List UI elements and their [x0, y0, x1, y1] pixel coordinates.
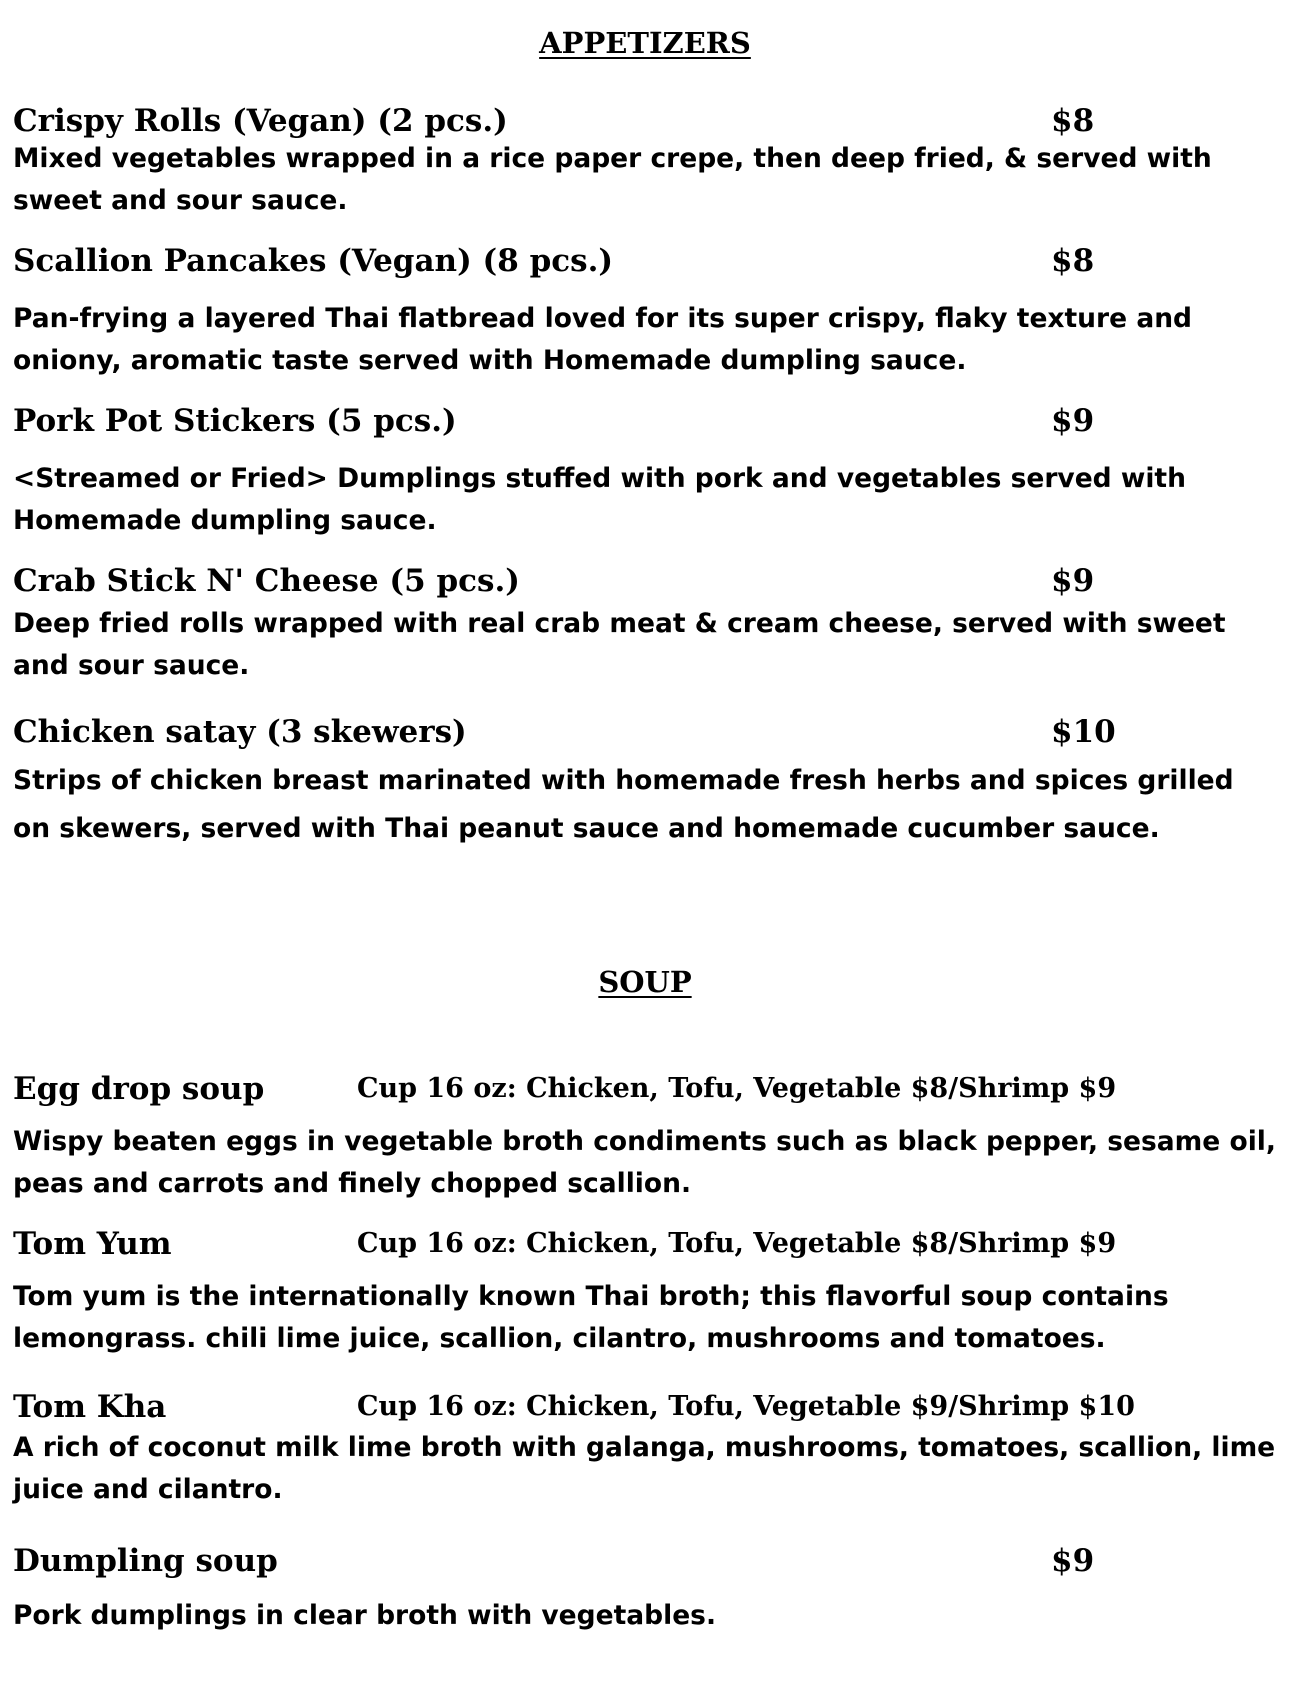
item-price: $10: [1051, 714, 1116, 750]
item-name: Dumpling soup: [13, 1543, 278, 1579]
item-name: Pork Pot Stickers (5 pcs.): [13, 403, 457, 439]
item-detail: Cup 16 oz: Chicken, Tofu, Vegetable $8/Shrimp $9: [357, 1228, 1117, 1259]
item-detail: Cup 16 oz: Chicken, Tofu, Vegetable $8/Shrimp $9: [357, 1073, 1117, 1104]
item-price: $9: [1051, 1543, 1095, 1579]
item-name: Scallion Pancakes (Vegan) (8 pcs.): [13, 243, 614, 279]
item-price: $9: [1051, 403, 1095, 439]
item-price: $8: [1051, 103, 1095, 139]
item-name: Tom Kha: [13, 1389, 167, 1425]
item-price: $9: [1051, 563, 1095, 599]
item-name: Chicken satay (3 skewers): [13, 714, 467, 750]
item-description: Mixed vegetables wrapped in a rice paper crepe, then deep fried, & served with sweet and sour sauce.: [13, 143, 1212, 216]
item-description: Tom yum is the internationally known Thai broth; this flavorful soup contains lemongrass. chili lime juice, scallion, cilantro, mushrooms and tomatoes.: [13, 1281, 1169, 1354]
appetizers-heading: APPETIZERS: [539, 26, 751, 60]
item-description: <Streamed or Fried> Dumplings stuffed with pork and vegetables served with Homemade dumpling sauce.: [13, 463, 1186, 536]
item-price: $8: [1051, 243, 1095, 279]
item-name: Crispy Rolls (Vegan) (2 pcs.): [13, 103, 508, 139]
item-name: Crab Stick N' Cheese (5 pcs.): [13, 563, 520, 599]
item-name: Egg drop soup: [13, 1071, 265, 1107]
item-description: Strips of chicken breast marinated with homemade fresh herbs and spices grilled on skewers, served with Thai peanut sauce and homemade cucumber sauce.: [13, 765, 1234, 844]
item-detail: Cup 16 oz: Chicken, Tofu, Vegetable $9/Shrimp $10: [357, 1391, 1135, 1422]
item-description: Pork dumplings in clear broth with vegetables.: [13, 1600, 717, 1631]
soup-heading: SOUP: [598, 965, 692, 999]
item-description: Wispy beaten eggs in vegetable broth condiments such as black pepper, sesame oil, peas and carrots and finely chopped scallion.: [13, 1126, 1276, 1199]
item-name: Tom Yum: [13, 1226, 172, 1262]
item-description: Deep fried rolls wrapped with real crab meat & cream cheese, served with sweet and sour sauce.: [13, 608, 1226, 681]
item-description: Pan-frying a layered Thai flatbread loved for its super crispy, flaky texture and oniony, aromatic taste served with Homemade dumpling sauce.: [13, 303, 1193, 376]
item-description: A rich of coconut milk lime broth with galanga, mushrooms, tomatoes, scallion, lime juice and cilantro.: [13, 1432, 1276, 1505]
